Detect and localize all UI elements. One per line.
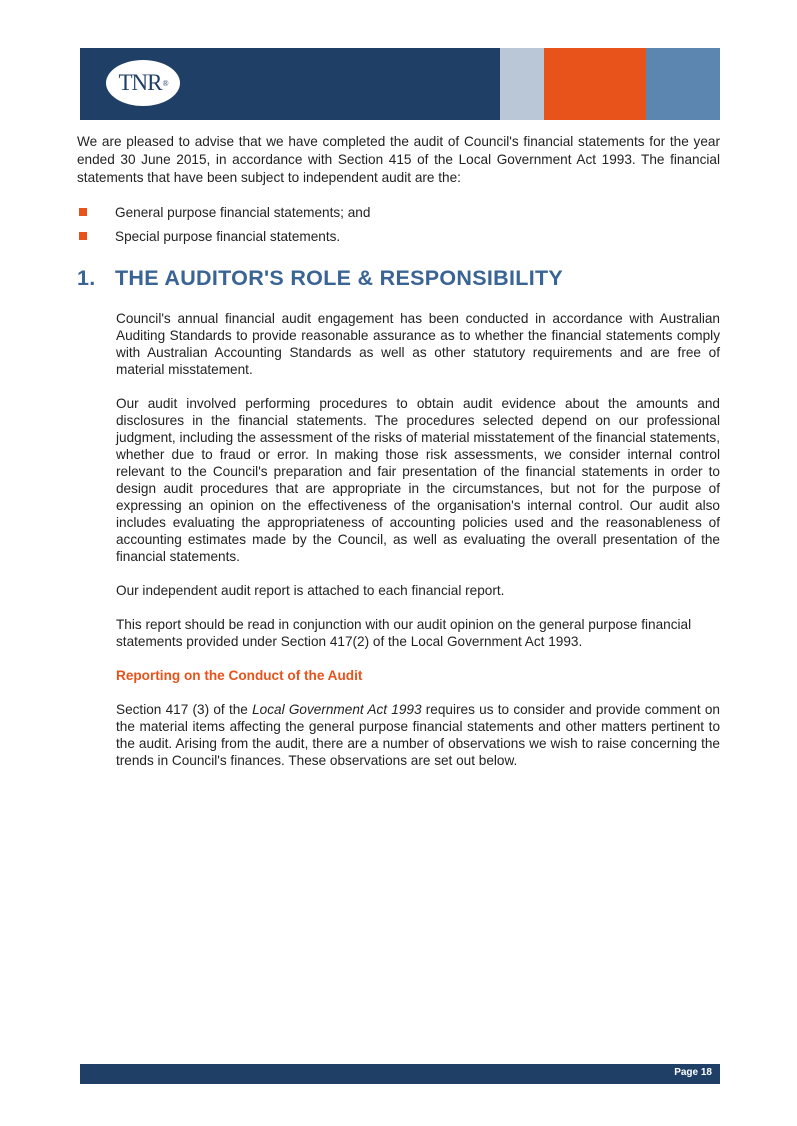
para-text-before: Section 417 (3) of the bbox=[116, 702, 253, 717]
list-item bbox=[79, 229, 679, 253]
square-bullet-icon bbox=[79, 232, 87, 240]
intro-section bbox=[77, 133, 720, 187]
paragraph-engagement: Council's annual financial audit engagement has been conducted in accordance with Australian Auditing Standards to provide reasonable assurance as to whether the financial statements comply with Australian Accounting Standards as well as other statutory requirements and are free of material misstatement. bbox=[116, 311, 720, 377]
list-item bbox=[79, 205, 679, 229]
logo-registered-mark: ® bbox=[162, 78, 168, 88]
section-heading bbox=[77, 266, 717, 298]
paragraph-report-attached: Our independent audit report is attached to each financial report. bbox=[116, 583, 505, 598]
page-footer-bar bbox=[80, 1064, 720, 1084]
page-header-banner bbox=[80, 48, 720, 120]
statement-list bbox=[79, 205, 679, 253]
list-item-text: Special purpose financial statements. bbox=[115, 229, 341, 244]
paragraph-section-417 bbox=[116, 701, 720, 769]
intro-paragraph: We are pleased to advise that we have completed the audit of Council's financial statements for the year ended 30 June 2015, in accordance with Section 415 of the Local Government Act 1993. The financial statements that have been subject to independent audit are the: bbox=[77, 134, 720, 185]
logo-text: TNR bbox=[118, 70, 162, 95]
header-orange-block bbox=[544, 48, 646, 120]
page-number: Page 18 bbox=[674, 1067, 712, 1078]
header-light-block bbox=[500, 48, 544, 120]
section-body bbox=[116, 310, 720, 786]
paragraph-conjunction: This report should be read in conjunction with our audit opinion on the general purpose financial statements provided under Section 417(2) of the Local Government Act 1993. bbox=[116, 617, 692, 649]
para-text-after: requires us to consider and provide comment on the material items affecting the general purpose financial statements and other matters pertinent to the audit. Arising from the audit, there are a number of observations we wish to raise concerning the trends in Council's finances. These observations are set out below. bbox=[116, 702, 720, 768]
section-title: THE AUDITOR'S ROLE & RESPONSIBILITY bbox=[115, 266, 564, 290]
list-item-text: General purpose financial statements; and bbox=[115, 205, 371, 220]
tnr-logo bbox=[106, 60, 180, 106]
header-blue-block bbox=[646, 48, 720, 120]
act-title-italic: Local Government Act 1993 bbox=[252, 702, 422, 717]
square-bullet-icon bbox=[79, 208, 87, 216]
subheading-conduct: Reporting on the Conduct of the Audit bbox=[116, 668, 363, 683]
section-number: 1. bbox=[77, 266, 96, 290]
paragraph-procedures: Our audit involved performing procedures to obtain audit evidence about the amounts and disclosures in the financial statements. The procedures selected depend on our professional judgment, including the assessment of the risks of material misstatement of the financial statements, whether due to fraud or error. In making those risk assessments, we consider internal control relevant to the Council's preparation and fair presentation of the financial statements in order to design audit procedures that are appropriate in the circumstances, but not for the purpose of expressing an opinion on the effectiveness of the organisation's internal control. Our audit also includes evaluating the appropriateness of accounting policies used and the reasonableness of accounting estimates made by the Council, as well as evaluating the overall presentation of the financial statements. bbox=[116, 396, 720, 564]
